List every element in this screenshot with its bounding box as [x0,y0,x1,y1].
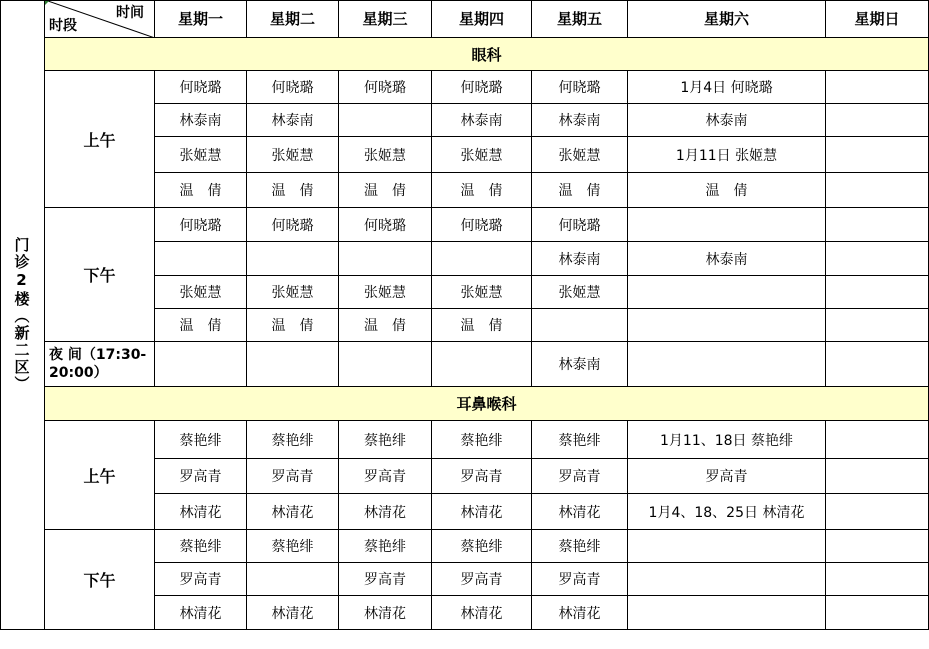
schedule-cell [339,104,432,137]
schedule-cell [628,71,826,104]
schedule-cell [339,137,432,173]
period-label-text: 上午 [83,130,116,150]
schedule-cell [432,530,532,563]
schedule-cell-text: 温 倩 [460,318,503,334]
schedule-cell-text: 林清花 [460,504,503,521]
schedule-cell-text: 何晓璐 [364,217,406,234]
corner-time-label: 时间 [116,5,144,21]
schedule-cell [155,104,247,137]
day-header [432,0,532,38]
schedule-cell [532,421,628,459]
schedule-cell-text: 林清花 [558,504,601,521]
period-label-text: 下午 [83,266,116,285]
day-header-text: 星期三 [362,10,408,28]
day-header-text: 星期一 [177,10,223,28]
schedule-cell [628,276,826,309]
schedule-cell-text: 林泰南 [705,251,748,268]
schedule-cell [155,71,247,104]
schedule-cell [826,596,929,630]
schedule-cell [155,596,247,630]
schedule-cell-text: 张姬慧 [179,285,222,301]
schedule-cell [247,137,339,173]
schedule-cell-text: 蔡艳绯 [364,539,406,555]
schedule-cell-text: 张姬慧 [460,147,503,164]
day-header [339,0,432,38]
day-header-text: 星期六 [703,10,749,28]
schedule-cell [628,242,826,276]
schedule-cell [247,71,339,104]
period-label [45,530,155,630]
schedule-cell [247,342,339,387]
schedule-cell-text: 张姬慧 [558,147,601,164]
schedule-cell-text: 林泰南 [558,113,601,129]
schedule-cell-text: 张姬慧 [179,147,222,164]
schedule-cell [339,342,432,387]
schedule-cell-text: 林泰南 [179,113,222,129]
schedule-cell [339,173,432,208]
schedule-cell-text: 1月11日 张姬慧 [675,147,778,164]
schedule-cell [532,71,628,104]
schedule-cell-text: 罗高青 [179,572,222,588]
period-label-text: 下午 [83,571,116,590]
schedule-cell [532,596,628,630]
schedule-cell-text: 张姬慧 [558,285,601,301]
schedule-cell-text: 蔡艳绯 [179,432,222,449]
schedule-cell-text: 林清花 [460,605,503,622]
schedule-cell [339,309,432,342]
schedule-cell-text: 温 倩 [558,183,601,199]
schedule-cell-text: 林清花 [558,605,601,622]
schedule-cell [532,459,628,494]
schedule-cell-text: 罗高青 [179,469,222,485]
period-label [45,421,155,530]
schedule-cell [247,173,339,208]
schedule-cell [432,342,532,387]
schedule-cell [339,71,432,104]
section-title-text: 眼科 [471,45,502,64]
schedule-cell [628,596,826,630]
day-header-text: 星期五 [556,10,602,28]
schedule-cell [532,530,628,563]
schedule-cell [826,563,929,596]
schedule-cell [339,459,432,494]
schedule-cell [628,563,826,596]
schedule-cell [432,309,532,342]
schedule-cell [532,342,628,387]
period-label [45,71,155,208]
schedule-cell [432,208,532,242]
schedule-cell-text: 蔡艳绯 [271,539,314,555]
schedule-cell-text: 罗高青 [460,469,503,485]
schedule-cell [432,137,532,173]
section-title-text: 耳鼻喉科 [456,395,517,413]
schedule-cell-text: 罗高青 [558,469,601,485]
corner-period-label: 时段 [49,18,77,34]
period-label-text: 夜 间（17:30-20:00） [49,347,147,381]
day-header [247,0,339,38]
schedule-cell-text: 何晓璐 [558,80,601,96]
schedule-cell-text: 1月11、18日 蔡艳绯 [660,432,793,449]
schedule-cell-text: 林泰南 [558,251,601,268]
period-label [45,342,155,387]
schedule-cell [532,208,628,242]
schedule-cell-text: 温 倩 [179,318,222,334]
schedule-cell [826,137,929,173]
schedule-cell-text: 蔡艳绯 [460,539,503,555]
schedule-cell [432,563,532,596]
schedule-cell-text: 蔡艳绯 [364,432,406,449]
schedule-cell-text: 何晓璐 [271,217,314,234]
schedule-cell [339,421,432,459]
schedule-cell-text: 张姬慧 [271,285,314,301]
schedule-cell [628,208,826,242]
schedule-cell-text: 林清花 [364,605,406,622]
schedule-cell [155,208,247,242]
schedule-cell [628,421,826,459]
schedule-cell [532,494,628,530]
schedule-cell [532,242,628,276]
schedule-cell [155,421,247,459]
schedule-cell [432,242,532,276]
schedule-cell-text: 蔡艳绯 [179,539,222,555]
schedule-cell-text: 蔡艳绯 [558,539,601,555]
schedule-cell [155,494,247,530]
schedule-cell [826,309,929,342]
schedule-cell [628,137,826,173]
day-header [826,0,929,38]
schedule-cell [339,208,432,242]
schedule-cell [628,104,826,137]
schedule-cell [432,459,532,494]
schedule-cell [155,309,247,342]
schedule-cell-text: 温 倩 [364,183,406,199]
schedule-cell [339,276,432,309]
schedule-cell-text: 何晓璐 [179,217,222,234]
day-header [155,0,247,38]
schedule-cell [532,137,628,173]
schedule-cell-text: 何晓璐 [364,80,406,96]
schedule-cell [826,530,929,563]
schedule-cell [628,309,826,342]
schedule-cell [826,71,929,104]
schedule-cell [432,71,532,104]
schedule-cell-text: 温 倩 [460,183,503,199]
schedule-cell-text: 蔡艳绯 [460,432,503,449]
schedule-cell-text: 林泰南 [705,113,748,129]
schedule-cell-text: 张姬慧 [364,285,406,301]
schedule-cell-text: 罗高青 [460,572,503,588]
schedule-cell [432,421,532,459]
schedule-cell [532,104,628,137]
schedule-cell-text: 蔡艳绯 [271,432,314,449]
schedule-cell [247,242,339,276]
schedule-cell-text: 林泰南 [558,357,601,373]
schedule-cell-text: 林清花 [271,605,314,622]
schedule-cell-text: 林泰南 [460,113,503,129]
schedule-cell [247,421,339,459]
schedule-cell [155,342,247,387]
schedule-cell [155,459,247,494]
section-title [45,38,929,71]
schedule-cell [826,421,929,459]
section-title [45,387,929,421]
schedule-cell [247,459,339,494]
schedule-cell [826,173,929,208]
schedule-cell-text: 张姬慧 [271,147,314,164]
schedule-cell [247,563,339,596]
schedule-cell-text: 罗高青 [364,572,406,588]
schedule-cell [432,276,532,309]
schedule-cell [247,494,339,530]
day-header [628,0,826,38]
schedule-cell-text: 温 倩 [179,183,222,199]
schedule-cell [628,530,826,563]
corner-marker [45,0,50,5]
period-label [45,208,155,342]
schedule-cell-text: 林清花 [179,605,222,622]
schedule-cell [826,276,929,309]
location-column-text: 门诊2楼（新二区） [12,236,31,393]
schedule-cell [532,276,628,309]
schedule-cell [247,208,339,242]
schedule-cell [826,104,929,137]
schedule-cell [432,173,532,208]
schedule-cell-text: 罗高青 [364,469,406,485]
schedule-cell [826,494,929,530]
schedule-cell-text: 何晓璐 [558,217,601,234]
schedule-cell [532,563,628,596]
schedule-cell [432,494,532,530]
schedule-cell [532,309,628,342]
schedule-cell [155,530,247,563]
schedule-cell [247,104,339,137]
schedule-cell [826,242,929,276]
schedule-cell-text: 温 倩 [705,183,748,199]
schedule-cell-text: 林清花 [364,504,406,521]
schedule-cell [432,596,532,630]
period-label-text: 上午 [83,466,116,486]
schedule-cell [155,563,247,596]
schedule-cell [532,173,628,208]
day-header-text: 星期二 [269,10,315,28]
schedule-cell-text: 1月4、18、25日 林清花 [648,504,805,521]
schedule-cell-text: 1月4日 何晓璐 [680,80,773,96]
schedule-cell-text: 林清花 [271,504,314,521]
schedule-cell-text: 张姬慧 [364,147,406,164]
schedule-cell [155,276,247,309]
schedule-cell-text: 蔡艳绯 [558,432,601,449]
location-column [0,0,45,630]
schedule-cell-text: 何晓璐 [271,80,314,96]
schedule-cell-text: 林清花 [179,504,222,521]
schedule-cell-text: 罗高青 [705,469,748,485]
corner-header-cell [45,0,155,38]
schedule-cell [339,494,432,530]
schedule-cell-text: 何晓璐 [460,80,503,96]
schedule-cell [339,530,432,563]
schedule-cell [339,242,432,276]
day-header-text: 星期四 [458,10,504,28]
schedule-cell-text: 温 倩 [364,318,406,334]
schedule-cell [826,342,929,387]
schedule-cell [155,173,247,208]
schedule-cell [155,242,247,276]
schedule-cell [339,563,432,596]
schedule-cell [339,596,432,630]
schedule-cell [628,173,826,208]
schedule-cell [247,596,339,630]
schedule-cell [628,459,826,494]
schedule-cell [826,208,929,242]
schedule-cell [155,137,247,173]
schedule-cell-text: 何晓璐 [179,80,222,96]
schedule-cell-text: 温 倩 [271,318,314,334]
day-header-text: 星期日 [854,10,900,28]
schedule-cell-text: 林泰南 [271,113,314,129]
schedule-cell-text: 张姬慧 [460,285,503,301]
schedule-cell [247,276,339,309]
schedule-cell [628,342,826,387]
schedule-cell [247,530,339,563]
day-header [532,0,628,38]
schedule-cell [826,459,929,494]
schedule-cell-text: 何晓璐 [460,217,503,234]
schedule-cell [628,494,826,530]
schedule-cell-text: 罗高青 [558,572,601,588]
schedule-cell-text: 温 倩 [271,183,314,199]
schedule-cell [432,104,532,137]
schedule-cell-text: 罗高青 [271,469,314,485]
schedule-cell [247,309,339,342]
